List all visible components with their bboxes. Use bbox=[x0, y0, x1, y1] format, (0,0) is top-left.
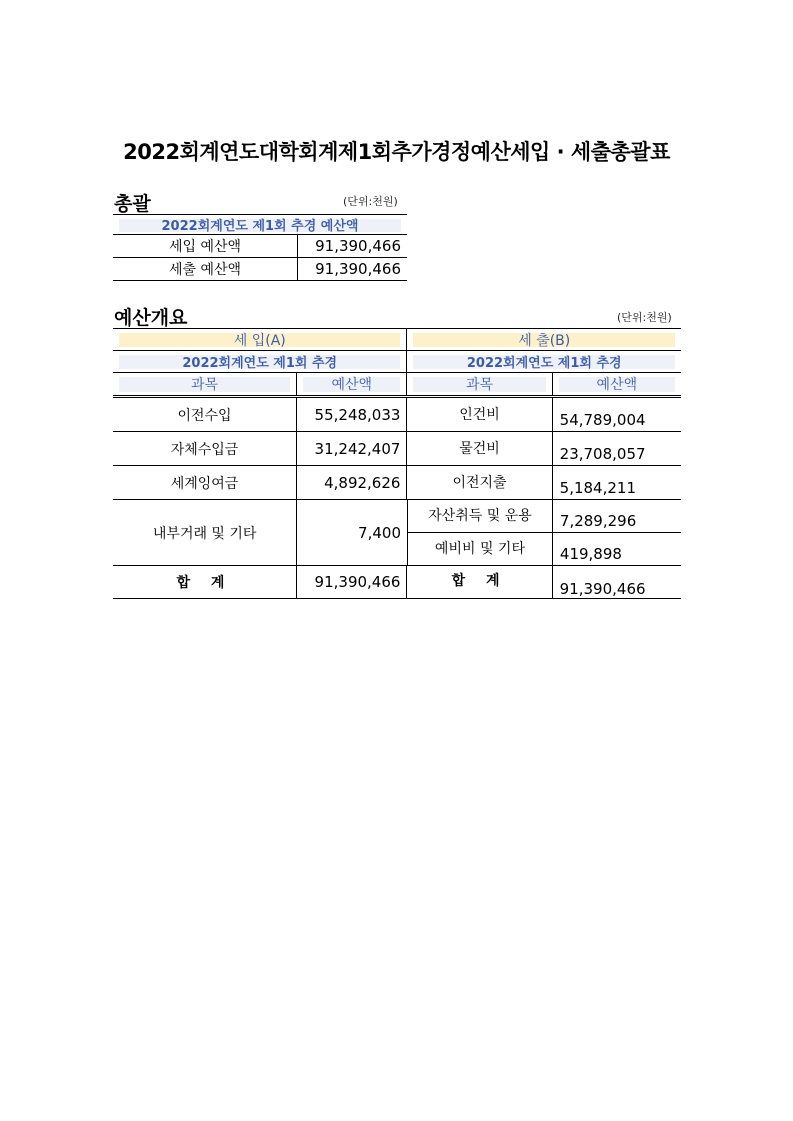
summary-header bbox=[113, 215, 407, 235]
revenue-header: 세 입(A) bbox=[233, 332, 286, 349]
expense-label: 자산취득 및 운용 bbox=[407, 500, 552, 532]
revenue-value: 4,892,626 bbox=[296, 466, 406, 499]
expense-total-label: 합 계 bbox=[406, 566, 551, 598]
revenue-label: 자체수입금 bbox=[170, 441, 239, 458]
revenue-total-value: 91,390,466 bbox=[296, 566, 406, 598]
table-row bbox=[113, 398, 681, 432]
summary-header-label: 2022회계연도 제1회 추경 예산액 bbox=[161, 219, 359, 234]
overview-header-row bbox=[113, 329, 681, 351]
col-amount: 예산액 bbox=[596, 377, 638, 393]
expense-header: 세 출(B) bbox=[518, 332, 571, 349]
revenue-subheader: 2022회계연도 제1회 추경 bbox=[182, 356, 338, 371]
col-subject: 과목 bbox=[466, 377, 494, 393]
expense-subheader: 2022회계연도 제1회 추경 bbox=[466, 356, 622, 371]
summary-row-value: 91,390,466 bbox=[315, 237, 401, 255]
expense-total-value: 91,390,466 bbox=[552, 566, 681, 598]
revenue-total-label: 합 계 bbox=[176, 575, 233, 591]
table-row-merged bbox=[113, 500, 681, 566]
expense-label: 이전지출 bbox=[406, 466, 551, 499]
overview-heading: 예산개요 bbox=[114, 307, 188, 329]
expense-value: 5,184,211 bbox=[552, 466, 681, 499]
col-amount: 예산액 bbox=[331, 377, 373, 393]
table-row bbox=[407, 533, 681, 565]
summary-row bbox=[113, 258, 407, 281]
expense-value: 7,289,296 bbox=[552, 500, 681, 532]
expense-label: 인건비 bbox=[406, 398, 551, 431]
summary-row-value: 91,390,466 bbox=[315, 260, 401, 278]
revenue-value: 55,248,033 bbox=[296, 398, 406, 431]
revenue-value: 7,400 bbox=[296, 500, 407, 565]
page-title: 2022회계연도대학회계제1회추가경정예산세입 · 세출총괄표 bbox=[123, 140, 670, 164]
summary-unit: (단위:천원) bbox=[343, 195, 398, 208]
overview-column-header-row bbox=[113, 373, 681, 398]
table-row bbox=[113, 432, 681, 466]
summary-row-label: 세출 예산액 bbox=[113, 258, 298, 280]
overview-subheader-row bbox=[113, 351, 681, 373]
table-row bbox=[407, 500, 681, 533]
revenue-label: 내부거래 및 기타 bbox=[152, 525, 257, 542]
table-row bbox=[113, 466, 681, 500]
overview-table bbox=[113, 328, 681, 599]
total-row bbox=[113, 566, 681, 598]
summary-heading: 총괄 bbox=[114, 193, 151, 215]
summary-row-label: 세입 예산액 bbox=[113, 235, 298, 257]
col-subject: 과목 bbox=[190, 377, 219, 393]
expense-value: 54,789,004 bbox=[552, 398, 681, 431]
expense-value: 23,708,057 bbox=[552, 432, 681, 465]
overview-unit: (단위:천원) bbox=[617, 311, 672, 324]
revenue-label: 이전수입 bbox=[177, 407, 232, 424]
summary-table bbox=[113, 214, 407, 281]
revenue-label: 세계잉여금 bbox=[170, 475, 239, 492]
expense-label: 예비비 및 기타 bbox=[407, 533, 552, 565]
revenue-value: 31,242,407 bbox=[296, 432, 406, 465]
expense-label: 물건비 bbox=[406, 432, 551, 465]
summary-row bbox=[113, 235, 407, 258]
expense-value: 419,898 bbox=[552, 533, 681, 565]
